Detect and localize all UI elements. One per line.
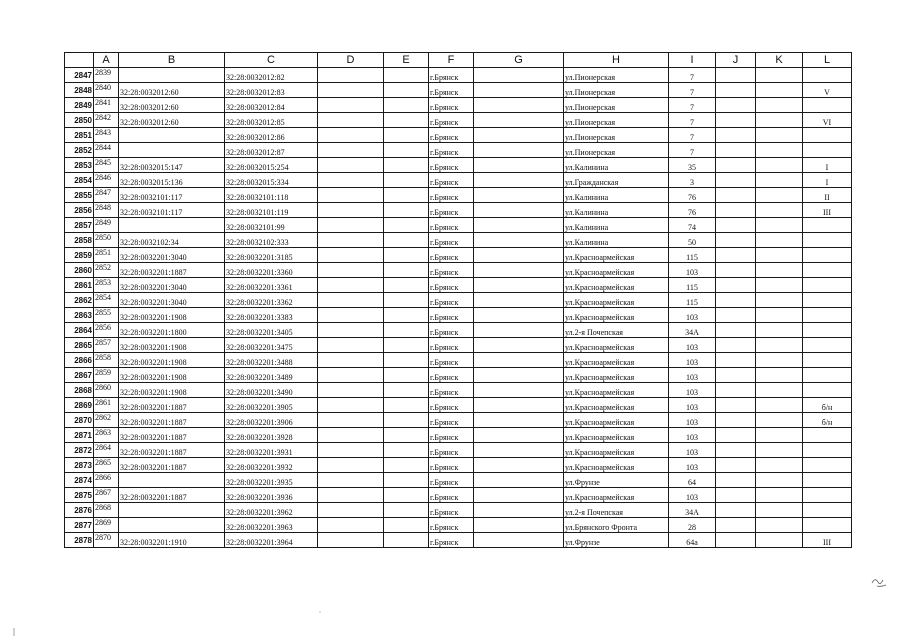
dust-dot	[319, 611, 320, 612]
cell-l[interactable]: I	[803, 173, 852, 188]
cell-a[interactable]: 2842	[94, 113, 119, 128]
row-number[interactable]: 2856	[65, 203, 94, 218]
cell-a[interactable]: 2841	[94, 98, 119, 113]
row-number[interactable]: 2867	[65, 368, 94, 383]
cell-f[interactable]: г.Брянск	[429, 533, 474, 548]
cell-b[interactable]: 32:28:0032201:1887	[119, 413, 225, 428]
cell-i[interactable]: 7	[669, 143, 716, 158]
cell-b[interactable]: 32:28:0032012:60	[119, 83, 225, 98]
cell-f[interactable]: г.Брянск	[429, 458, 474, 473]
cell-c[interactable]: 32:28:0032012:83	[225, 83, 318, 98]
column-header-h[interactable]: H	[564, 53, 669, 68]
row-number[interactable]: 2873	[65, 458, 94, 473]
cell-l[interactable]: I	[803, 158, 852, 173]
cell-a[interactable]: 2855	[94, 308, 119, 323]
cell-l[interactable]: VI	[803, 113, 852, 128]
cell-f[interactable]: г.Брянск	[429, 308, 474, 323]
cell-b[interactable]: 32:28:0032201:3040	[119, 293, 225, 308]
cell-a[interactable]: 2863	[94, 428, 119, 443]
cell-c[interactable]: 32:28:0032201:3405	[225, 323, 318, 338]
cell-h[interactable]: ул.Пионерская	[564, 83, 669, 98]
cell-f[interactable]: г.Брянск	[429, 158, 474, 173]
cell-h[interactable]: ул.Красноармейская	[564, 488, 669, 503]
cell-a[interactable]: 2870	[94, 533, 119, 548]
row-number[interactable]: 2848	[65, 83, 94, 98]
cell-f[interactable]: г.Брянск	[429, 503, 474, 518]
row-number[interactable]: 2872	[65, 443, 94, 458]
cell-c[interactable]: 32:28:0032201:3362	[225, 293, 318, 308]
cell-a[interactable]: 2860	[94, 383, 119, 398]
cell-f[interactable]: г.Брянск	[429, 173, 474, 188]
cell-c[interactable]: 32:28:0032012:85	[225, 113, 318, 128]
row-number[interactable]: 2852	[65, 143, 94, 158]
cell-f[interactable]: г.Брянск	[429, 353, 474, 368]
cell-a[interactable]: 2847	[94, 188, 119, 203]
cell-a[interactable]: 2849	[94, 218, 119, 233]
column-header-l[interactable]: L	[803, 53, 852, 68]
cell-i[interactable]: 34А	[669, 503, 716, 518]
cell-c[interactable]: 32:28:0032101:119	[225, 203, 318, 218]
cell-b[interactable]: 32:28:0032201:1887	[119, 443, 225, 458]
cell-i[interactable]: 74	[669, 218, 716, 233]
cell-i[interactable]: 103	[669, 368, 716, 383]
cell-a[interactable]: 2869	[94, 518, 119, 533]
row-number[interactable]: 2868	[65, 383, 94, 398]
signature-scribble	[872, 580, 886, 587]
row-number[interactable]: 2865	[65, 338, 94, 353]
cell-c[interactable]: 32:28:0032201:3906	[225, 413, 318, 428]
cell-c[interactable]: 32:28:0032015:254	[225, 158, 318, 173]
row-number[interactable]: 2876	[65, 503, 94, 518]
cell-c[interactable]: 32:28:0032201:3935	[225, 473, 318, 488]
cell-l[interactable]: III	[803, 533, 852, 548]
cell-c[interactable]: 32:28:0032201:3360	[225, 263, 318, 278]
column-header-k[interactable]: K	[756, 53, 803, 68]
cell-c[interactable]: 32:28:0032201:3963	[225, 518, 318, 533]
cell-i[interactable]: 103	[669, 308, 716, 323]
cell-i[interactable]: 103	[669, 488, 716, 503]
cell-h[interactable]: ул.Пионерская	[564, 128, 669, 143]
cell-h[interactable]: ул.Красноармейская	[564, 248, 669, 263]
cell-l[interactable]: II	[803, 188, 852, 203]
cell-c[interactable]: 32:28:0032201:3361	[225, 278, 318, 293]
cell-a[interactable]: 2843	[94, 128, 119, 143]
cell-i[interactable]: 115	[669, 248, 716, 263]
cell-f[interactable]: г.Брянск	[429, 473, 474, 488]
cell-f[interactable]: г.Брянск	[429, 233, 474, 248]
cell-a[interactable]: 2868	[94, 503, 119, 518]
column-header-d[interactable]: D	[318, 53, 384, 68]
cell-h[interactable]: ул.Фрунзе	[564, 533, 669, 548]
cell-f[interactable]: г.Брянск	[429, 398, 474, 413]
cell-h[interactable]: ул.Фрунзе	[564, 473, 669, 488]
cell-f[interactable]: г.Брянск	[429, 323, 474, 338]
cell-h[interactable]: ул.Красноармейская	[564, 398, 669, 413]
cell-f[interactable]: г.Брянск	[429, 98, 474, 113]
cell-a[interactable]: 2865	[94, 458, 119, 473]
cell-l[interactable]: III	[803, 203, 852, 218]
cell-a[interactable]: 2856	[94, 323, 119, 338]
cell-b[interactable]: 32:28:0032101:117	[119, 188, 225, 203]
cell-i[interactable]: 103	[669, 413, 716, 428]
cell-c[interactable]: 32:28:0032201:3475	[225, 338, 318, 353]
cell-f[interactable]: г.Брянск	[429, 383, 474, 398]
row-number[interactable]: 2849	[65, 98, 94, 113]
cell-a[interactable]: 2839	[94, 68, 119, 83]
cell-a[interactable]: 2850	[94, 233, 119, 248]
cell-h[interactable]: ул.Красноармейская	[564, 338, 669, 353]
cell-h[interactable]: ул.Красноармейская	[564, 428, 669, 443]
cell-i[interactable]: 103	[669, 338, 716, 353]
cell-a[interactable]: 2852	[94, 263, 119, 278]
cell-c[interactable]: 32:28:0032201:3488	[225, 353, 318, 368]
cell-f[interactable]: г.Брянск	[429, 428, 474, 443]
row-number[interactable]: 2875	[65, 488, 94, 503]
cell-c[interactable]: 32:28:0032201:3964	[225, 533, 318, 548]
cell-h[interactable]: ул.Пионерская	[564, 143, 669, 158]
cell-a[interactable]: 2840	[94, 83, 119, 98]
cell-f[interactable]: г.Брянск	[429, 128, 474, 143]
cell-i[interactable]: 50	[669, 233, 716, 248]
row-number[interactable]: 2862	[65, 293, 94, 308]
cell-b[interactable]: 32:28:0032201:1887	[119, 488, 225, 503]
cell-i[interactable]: 64	[669, 473, 716, 488]
cell-f[interactable]: г.Брянск	[429, 518, 474, 533]
row-number[interactable]: 2860	[65, 263, 94, 278]
row-number[interactable]: 2861	[65, 278, 94, 293]
cell-f[interactable]: г.Брянск	[429, 218, 474, 233]
cell-c[interactable]: 32:28:0032201:3185	[225, 248, 318, 263]
cell-a[interactable]: 2862	[94, 413, 119, 428]
cell-c[interactable]: 32:28:0032012:86	[225, 128, 318, 143]
cell-b[interactable]: 32:28:0032201:1908	[119, 338, 225, 353]
cell-c[interactable]: 32:28:0032102:333	[225, 233, 318, 248]
cell-f[interactable]: г.Брянск	[429, 413, 474, 428]
cell-f[interactable]: г.Брянск	[429, 68, 474, 83]
row-number[interactable]: 2859	[65, 248, 94, 263]
cell-b[interactable]: 32:28:0032201:1887	[119, 428, 225, 443]
cell-i[interactable]: 64а	[669, 533, 716, 548]
cell-b[interactable]: 32:28:0032102:34	[119, 233, 225, 248]
cell-f[interactable]: г.Брянск	[429, 368, 474, 383]
cell-i[interactable]: 35	[669, 158, 716, 173]
cell-f[interactable]: г.Брянск	[429, 143, 474, 158]
row-number[interactable]: 2864	[65, 323, 94, 338]
column-header-a[interactable]: A	[94, 53, 119, 68]
cell-a[interactable]: 2844	[94, 143, 119, 158]
cell-i[interactable]: 76	[669, 188, 716, 203]
cell-b[interactable]: 32:28:0032015:147	[119, 158, 225, 173]
cell-b[interactable]: 32:28:0032101:117	[119, 203, 225, 218]
cell-i[interactable]: 103	[669, 443, 716, 458]
cell-b[interactable]: 32:28:0032201:1887	[119, 458, 225, 473]
row-number[interactable]: 2850	[65, 113, 94, 128]
cell-f[interactable]: г.Брянск	[429, 203, 474, 218]
cell-h[interactable]: ул.Калинина	[564, 233, 669, 248]
row-number[interactable]: 2874	[65, 473, 94, 488]
cell-i[interactable]: 28	[669, 518, 716, 533]
cell-i[interactable]: 103	[669, 458, 716, 473]
cell-h[interactable]: ул.Красноармейская	[564, 353, 669, 368]
cell-h[interactable]: ул.Пионерская	[564, 113, 669, 128]
cell-c[interactable]: 32:28:0032101:99	[225, 218, 318, 233]
cell-a[interactable]: 2854	[94, 293, 119, 308]
cell-h[interactable]: ул.Красноармейская	[564, 278, 669, 293]
row-number[interactable]: 2855	[65, 188, 94, 203]
cell-b[interactable]: 32:28:0032201:1908	[119, 383, 225, 398]
column-header-f[interactable]: F	[429, 53, 474, 68]
cell-l[interactable]: б/н	[803, 398, 852, 413]
cell-c[interactable]: 32:28:0032201:3490	[225, 383, 318, 398]
cell-h[interactable]: ул.Калинина	[564, 188, 669, 203]
cell-b[interactable]: 32:28:0032201:1887	[119, 263, 225, 278]
cell-i[interactable]: 3	[669, 173, 716, 188]
cell-f[interactable]: г.Брянск	[429, 338, 474, 353]
cell-b[interactable]: 32:28:0032012:60	[119, 113, 225, 128]
cell-h[interactable]: ул.Калинина	[564, 203, 669, 218]
cell-i[interactable]: 103	[669, 353, 716, 368]
cell-c[interactable]: 32:28:0032201:3932	[225, 458, 318, 473]
cell-h[interactable]: ул.2-я Почепская	[564, 323, 669, 338]
cell-b[interactable]: 32:28:0032012:60	[119, 98, 225, 113]
cell-l[interactable]: б/н	[803, 413, 852, 428]
cell-h[interactable]: ул.Пионерская	[564, 98, 669, 113]
cell-f[interactable]: г.Брянск	[429, 188, 474, 203]
row-number[interactable]: 2853	[65, 158, 94, 173]
cell-c[interactable]: 32:28:0032201:3383	[225, 308, 318, 323]
cell-f[interactable]: г.Брянск	[429, 113, 474, 128]
cell-h[interactable]: ул.Калинина	[564, 158, 669, 173]
cell-i[interactable]: 103	[669, 398, 716, 413]
row-number[interactable]: 2863	[65, 308, 94, 323]
row-number[interactable]: 2869	[65, 398, 94, 413]
cell-a[interactable]: 2853	[94, 278, 119, 293]
cell-b[interactable]: 32:28:0032201:1908	[119, 353, 225, 368]
column-header-j[interactable]: J	[716, 53, 756, 68]
cell-f[interactable]: г.Брянск	[429, 443, 474, 458]
cell-b[interactable]: 32:28:0032201:1908	[119, 308, 225, 323]
column-header-c[interactable]: C	[225, 53, 318, 68]
cell-h[interactable]: ул.Калинина	[564, 218, 669, 233]
cell-h[interactable]: ул.Красноармейская	[564, 263, 669, 278]
cell-h[interactable]: ул.Красноармейская	[564, 413, 669, 428]
cell-a[interactable]: 2864	[94, 443, 119, 458]
cell-c[interactable]: 32:28:0032012:87	[225, 143, 318, 158]
cell-b[interactable]: 32:28:0032015:136	[119, 173, 225, 188]
cell-h[interactable]: ул.Пионерская	[564, 68, 669, 83]
cell-c[interactable]: 32:28:0032012:84	[225, 98, 318, 113]
row-number[interactable]: 2847	[65, 68, 94, 83]
row-number[interactable]: 2878	[65, 533, 94, 548]
cell-i[interactable]: 7	[669, 68, 716, 83]
cell-c[interactable]: 32:28:0032015:334	[225, 173, 318, 188]
cell-b[interactable]: 32:28:0032201:3040	[119, 278, 225, 293]
cell-b[interactable]: 32:28:0032201:1800	[119, 323, 225, 338]
cell-a[interactable]: 2848	[94, 203, 119, 218]
row-number[interactable]: 2858	[65, 233, 94, 248]
cell-b[interactable]: 32:28:0032201:1908	[119, 368, 225, 383]
cell-i[interactable]: 7	[669, 98, 716, 113]
cell-c[interactable]: 32:28:0032101:118	[225, 188, 318, 203]
cell-c[interactable]: 32:28:0032201:3931	[225, 443, 318, 458]
cell-f[interactable]: г.Брянск	[429, 488, 474, 503]
cell-f[interactable]: г.Брянск	[429, 278, 474, 293]
column-header-e[interactable]: E	[384, 53, 429, 68]
row-number[interactable]: 2870	[65, 413, 94, 428]
column-header-b[interactable]: B	[119, 53, 225, 68]
cell-c[interactable]: 32:28:0032201:3489	[225, 368, 318, 383]
cell-h[interactable]: ул.Красноармейская	[564, 293, 669, 308]
cell-i[interactable]: 34А	[669, 323, 716, 338]
cell-i[interactable]: 7	[669, 83, 716, 98]
cell-a[interactable]: 2866	[94, 473, 119, 488]
column-header-i[interactable]: I	[669, 53, 716, 68]
row-number[interactable]: 2877	[65, 518, 94, 533]
cell-a[interactable]: 2845	[94, 158, 119, 173]
cell-f[interactable]: г.Брянск	[429, 83, 474, 98]
cell-i[interactable]: 115	[669, 278, 716, 293]
cell-l[interactable]: V	[803, 83, 852, 98]
cell-f[interactable]: г.Брянск	[429, 263, 474, 278]
cell-h[interactable]: ул.Красноармейская	[564, 458, 669, 473]
cell-a[interactable]: 2867	[94, 488, 119, 503]
cell-a[interactable]: 2858	[94, 353, 119, 368]
cell-c[interactable]: 32:28:0032201:3905	[225, 398, 318, 413]
cell-i[interactable]: 7	[669, 128, 716, 143]
cell-b[interactable]: 32:28:0032201:3040	[119, 248, 225, 263]
cell-h[interactable]: ул.Брянского Фронта	[564, 518, 669, 533]
cell-c[interactable]: 32:28:0032012:82	[225, 68, 318, 83]
cell-h[interactable]: ул.2-я Почепская	[564, 503, 669, 518]
column-header-g[interactable]: G	[474, 53, 564, 68]
cell-a[interactable]: 2857	[94, 338, 119, 353]
cell-h[interactable]: ул.Красноармейская	[564, 443, 669, 458]
cell-i[interactable]: 115	[669, 293, 716, 308]
row-number[interactable]: 2854	[65, 173, 94, 188]
cell-c[interactable]: 32:28:0032201:3962	[225, 503, 318, 518]
cell-b[interactable]: 32:28:0032201:1910	[119, 533, 225, 548]
cell-f[interactable]: г.Брянск	[429, 248, 474, 263]
cell-a[interactable]: 2861	[94, 398, 119, 413]
row-number[interactable]: 2866	[65, 353, 94, 368]
cell-i[interactable]: 103	[669, 383, 716, 398]
cell-h[interactable]: ул.Красноармейская	[564, 368, 669, 383]
cell-f[interactable]: г.Брянск	[429, 293, 474, 308]
cell-b[interactable]: 32:28:0032201:1887	[119, 398, 225, 413]
cell-h[interactable]: ул.Гражданская	[564, 173, 669, 188]
cell-a[interactable]: 2846	[94, 173, 119, 188]
cell-a[interactable]: 2851	[94, 248, 119, 263]
cell-c[interactable]: 32:28:0032201:3936	[225, 488, 318, 503]
row-number[interactable]: 2851	[65, 128, 94, 143]
cell-i[interactable]: 76	[669, 203, 716, 218]
cell-a[interactable]: 2859	[94, 368, 119, 383]
cell-i[interactable]: 103	[669, 428, 716, 443]
cell-i[interactable]: 103	[669, 263, 716, 278]
cell-c[interactable]: 32:28:0032201:3928	[225, 428, 318, 443]
row-number[interactable]: 2871	[65, 428, 94, 443]
cell-h[interactable]: ул.Красноармейская	[564, 308, 669, 323]
cell-i[interactable]: 7	[669, 113, 716, 128]
row-number[interactable]: 2857	[65, 218, 94, 233]
cell-h[interactable]: ул.Красноармейская	[564, 383, 669, 398]
